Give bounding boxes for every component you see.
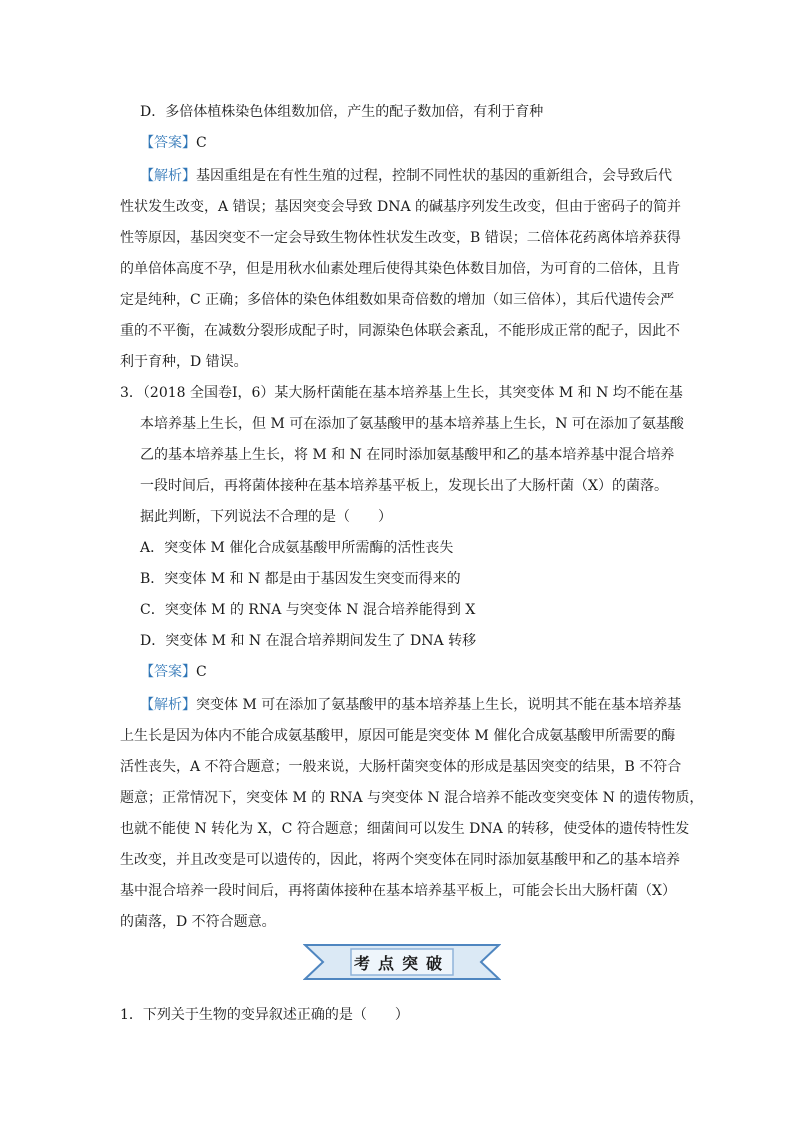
analysis-2-line-0 xyxy=(140,695,681,715)
option-b: B．突变体 M 和 N 都是由于基因发生突变而得来的 xyxy=(140,571,461,587)
analysis-2-line-1: 上生长是因为体内不能合成氨基酸甲，原因可能是突变体 M 催化合成氨基酸甲所需要的酶 xyxy=(120,728,676,744)
section-banner-title: 考点突破 xyxy=(353,953,450,973)
analysis-2-line-5: 生改变，并且改变是可以遗传的，因此，将两个突变体在同时添加氨基酸甲和乙的基本培养 xyxy=(120,852,680,868)
analysis-2-line-2: 活性丧失，A 不符合题意；一般来说，大肠杆菌突变体的形成是基因突变的结果，B 不符合 xyxy=(120,759,682,775)
analysis-2-line-3: 题意；正常情况下，突变体 M 的 RNA 与突变体 N 混合培养不能改变突变体 N 的遗传物质， xyxy=(120,790,704,806)
answer-tag: 【答案】 xyxy=(140,135,196,151)
analysis-text: 基因重组是在有性生殖的过程，控制不同性状的基因的重新组合，会导致后代 xyxy=(196,168,672,184)
option-c: C．突变体 M 的 RNA 与突变体 N 混合培养能得到 X xyxy=(140,602,476,618)
answer-tag: 【答案】 xyxy=(140,664,196,680)
analysis-2-line-7: 的菌落，D 不符合题意。 xyxy=(120,914,276,930)
section-banner xyxy=(303,943,501,981)
question-3-line-3: 一段时间后，再将菌体接种在基本培养基平板上，发现长出了大肠杆菌（X）的菌落。 xyxy=(140,478,668,494)
analysis-tag: 【解析】 xyxy=(140,168,196,184)
analysis-1-line-2: 性等原因，基因突变不一定会导致生物体性状发生改变，B 错误；二倍体花药离体培养获得 xyxy=(120,230,681,246)
analysis-1-line-5: 重的不平衡，在减数分裂形成配子时，同源染色体联会紊乱，不能形成正常的配子，因此不 xyxy=(120,323,680,339)
analysis-1-line-1: 性状发生改变，A 错误；基因突变会导致 DNA 的碱基序列发生改变，但由于密码子的简并 xyxy=(120,199,682,215)
answer-value: C xyxy=(196,135,207,151)
question-3-line-4: 据此判断，下列说法不合理的是（ ） xyxy=(140,509,392,525)
analysis-2-line-4: 也就不能使 N 转化为 X，C 符合题意；细菌间可以发生 DNA 的转移，使受体的遗传特性发 xyxy=(120,821,690,837)
question-3-line-2: 乙的基本培养基上生长，将 M 和 N 在同时添加氨基酸甲和乙的基本培养基中混合培养 xyxy=(140,447,675,463)
next-question: 1．下列关于生物的变异叙述正确的是（ ） xyxy=(120,1007,409,1023)
analysis-1-line-3: 的单倍体高度不孕，但是用秋水仙素处理后使得其染色体数目加倍，为可育的二倍体，且肯 xyxy=(120,261,680,277)
analysis-1-line-0 xyxy=(140,166,672,186)
analysis-tag: 【解析】 xyxy=(140,697,196,713)
question-3-line-1: 本培养基上生长，但 M 可在添加了氨基酸甲的基本培养基上生长，N 可在添加了氨基酸 xyxy=(140,416,684,432)
option-a: A．突变体 M 催化合成氨基酸甲所需酶的活性丧失 xyxy=(140,540,454,556)
analysis-2-line-6: 基中混合培养一段时间后，再将菌体接种在基本培养基平板上，可能会长出大肠杆菌（X） xyxy=(120,883,676,899)
answer-2 xyxy=(140,662,207,682)
question-3-line-0: 3．（2018 全国卷Ⅰ，6）某大肠杆菌能在基本培养基上生长，其突变体 M 和 N 均不能在基 xyxy=(120,385,683,401)
analysis-text: 突变体 M 可在添加了氨基酸甲的基本培养基上生长，说明其不能在基本培养基 xyxy=(196,697,682,713)
option-d: D．突变体 M 和 N 在混合培养期间发生了 DNA 转移 xyxy=(140,633,477,649)
analysis-1-line-6: 利于育种，D 错误。 xyxy=(120,354,248,370)
analysis-1-line-4: 定是纯种，C 正确；多倍体的染色体组数如果奇倍数的增加（如三倍体），其后代遗传会严 xyxy=(120,292,675,308)
answer-value: C xyxy=(196,664,207,680)
answer-1 xyxy=(140,133,207,153)
option-d-top: D．多倍体植株染色体组数加倍，产生的配子数加倍，有利于育种 xyxy=(140,104,544,120)
